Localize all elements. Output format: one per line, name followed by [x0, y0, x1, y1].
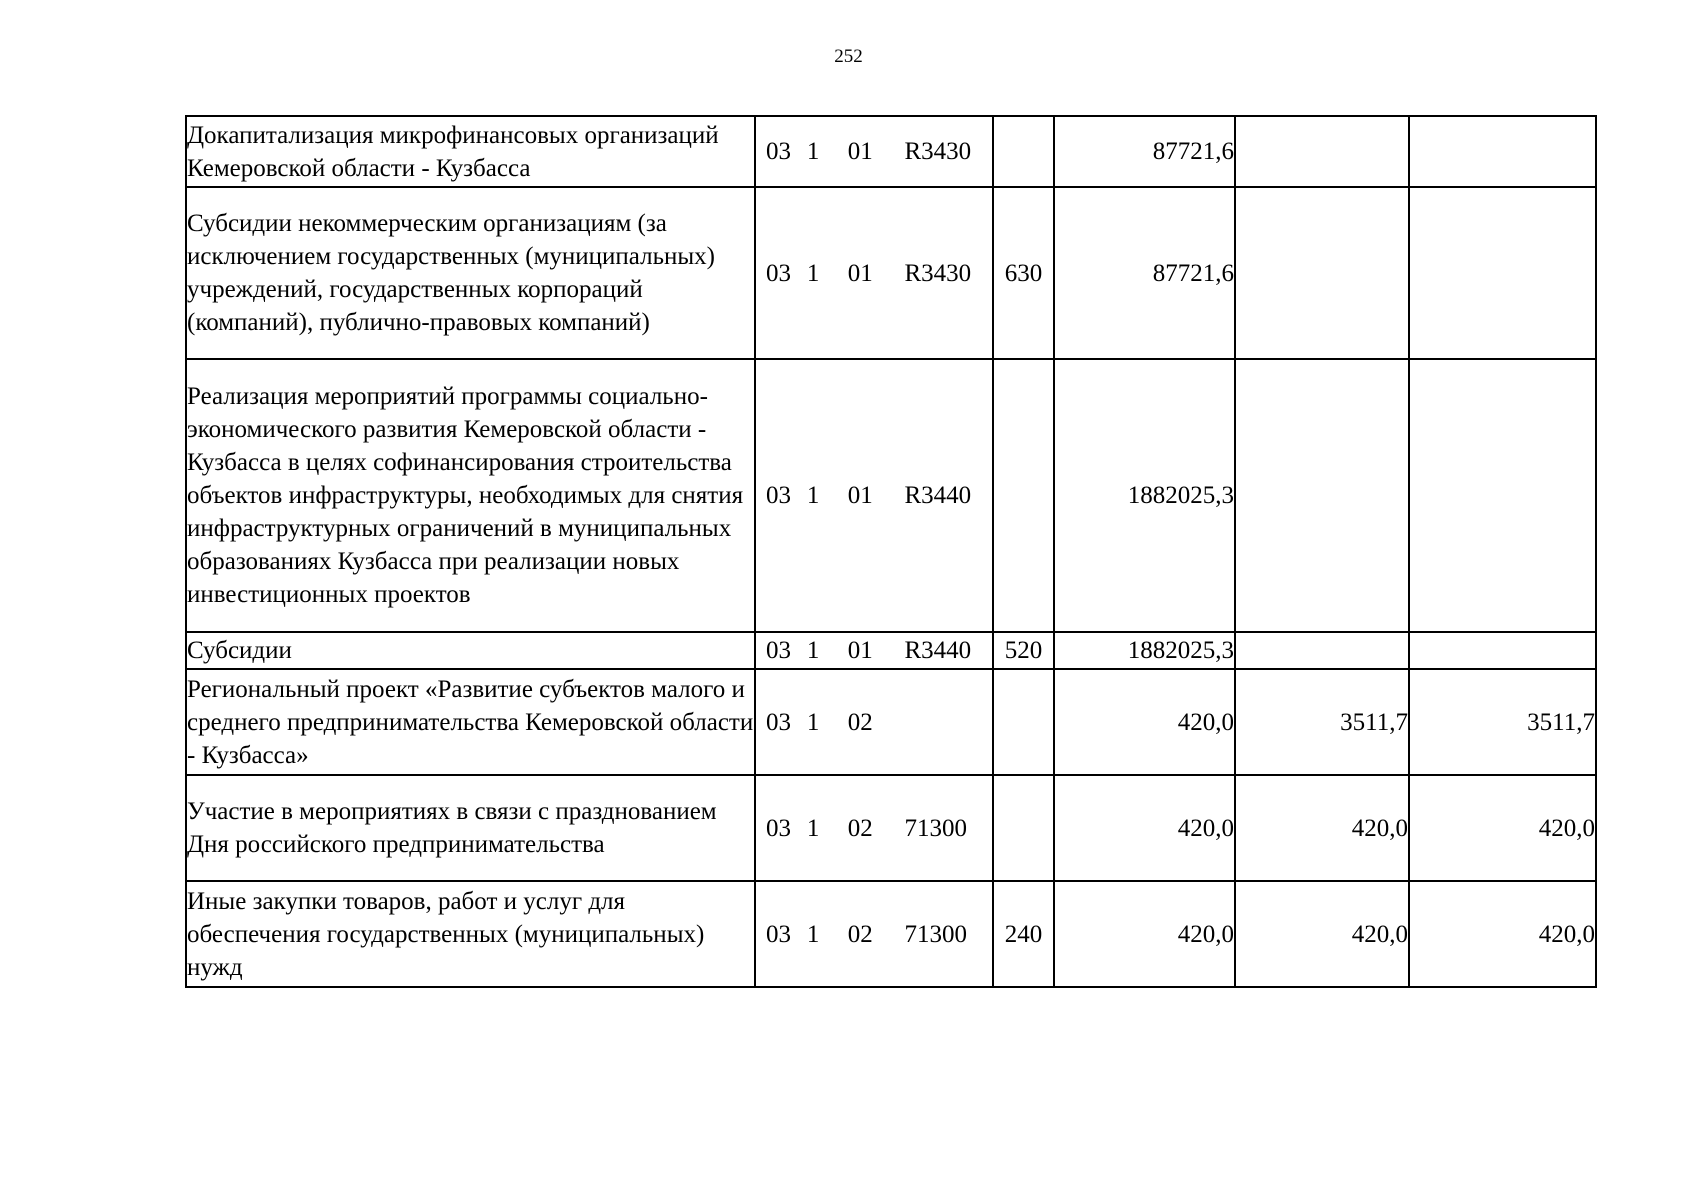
sum-2 [1235, 187, 1409, 359]
page-number: 252 [834, 46, 863, 67]
expense-type-code [993, 116, 1054, 187]
sum-3: 3511,7 [1409, 669, 1596, 775]
section-code: 03 [766, 708, 791, 736]
article-code: 71300 [904, 814, 967, 842]
sum-3 [1409, 116, 1596, 187]
article-code: R3430 [904, 259, 972, 287]
row-name: Докапитализация микрофинансовых организаций Кемеровской области - Кузбасса [186, 116, 755, 187]
article-code: R3440 [904, 637, 972, 664]
article-code: R3430 [904, 138, 972, 165]
table-row [186, 775, 1596, 881]
budget-table [185, 115, 1597, 988]
row-name: Участие в мероприятиях в связи с празднованием Дня российского предпринимательства [186, 775, 755, 881]
sum-3: 420,0 [1409, 881, 1596, 987]
sum-2 [1235, 116, 1409, 187]
table-row [186, 116, 1596, 187]
table-row [186, 632, 1596, 669]
sum-2 [1235, 359, 1409, 632]
subprogram-code: 02 [847, 920, 873, 948]
code-cell [755, 775, 993, 881]
section-code: 03 [766, 138, 791, 165]
row-name: Иные закупки товаров, работ и услуг для обеспечения государственных (муниципальных) нужд [186, 881, 755, 987]
sum-3 [1409, 187, 1596, 359]
program-code: 1 [806, 138, 820, 165]
table-row [186, 187, 1596, 359]
sum-1: 420,0 [1054, 669, 1235, 775]
sum-3 [1409, 632, 1596, 669]
sum-1: 1882025,3 [1054, 359, 1235, 632]
sum-1: 1882025,3 [1054, 632, 1235, 669]
sum-1: 87721,6 [1054, 187, 1235, 359]
row-name: Региональный проект «Развитие субъектов малого и среднего предпринимательства Кемеровской области - Кузбасса» [186, 669, 755, 775]
expense-type-code [993, 359, 1054, 632]
code-cell [755, 881, 993, 987]
section-code: 03 [766, 920, 791, 948]
row-name: Реализация мероприятий программы социально-экономического развития Кемеровской области - Кузбасса в целях софинансирования строительства объектов инфраструктуры, необходимых для снятия инфраструктурных ограничений в муниципальных образованиях Кузбасса при реализации новых инвестиционных проектов [186, 359, 755, 632]
code-cell [755, 187, 993, 359]
expense-type-code [993, 775, 1054, 881]
table-row [186, 669, 1596, 775]
section-code: 03 [766, 814, 791, 842]
sum-1: 420,0 [1054, 881, 1235, 987]
program-code: 1 [806, 814, 820, 842]
sum-1: 87721,6 [1054, 116, 1235, 187]
row-name: Субсидии [186, 632, 755, 669]
table-row [186, 359, 1596, 632]
subprogram-code: 01 [847, 138, 873, 165]
code-cell [755, 116, 993, 187]
program-code: 1 [806, 920, 820, 948]
sum-2: 3511,7 [1235, 669, 1409, 775]
table-row [186, 881, 1596, 987]
subprogram-code: 01 [847, 637, 873, 664]
subprogram-code: 01 [847, 259, 873, 287]
article-code: R3440 [904, 482, 972, 509]
program-code: 1 [806, 259, 820, 287]
expense-type-code: 630 [993, 187, 1054, 359]
expense-type-code: 240 [993, 881, 1054, 987]
sum-3: 420,0 [1409, 775, 1596, 881]
subprogram-code: 01 [847, 482, 873, 509]
code-cell [755, 359, 993, 632]
code-cell [755, 632, 993, 669]
code-cell [755, 669, 993, 775]
program-code: 1 [806, 482, 820, 509]
subprogram-code: 02 [847, 814, 873, 842]
subprogram-code: 02 [847, 708, 873, 736]
program-code: 1 [806, 708, 820, 736]
row-name: Субсидии некоммерческим организациям (за исключением государственных (муниципальных) учреждений, государственных корпораций (компаний), публично-правовых компаний) [186, 187, 755, 359]
expense-type-code: 520 [993, 632, 1054, 669]
section-code: 03 [766, 259, 791, 287]
article-code: 71300 [904, 920, 967, 948]
sum-1: 420,0 [1054, 775, 1235, 881]
section-code: 03 [766, 637, 791, 664]
sum-2: 420,0 [1235, 775, 1409, 881]
program-code: 1 [806, 637, 820, 664]
section-code: 03 [766, 482, 791, 509]
expense-type-code [993, 669, 1054, 775]
sum-2 [1235, 632, 1409, 669]
sum-3 [1409, 359, 1596, 632]
sum-2: 420,0 [1235, 881, 1409, 987]
